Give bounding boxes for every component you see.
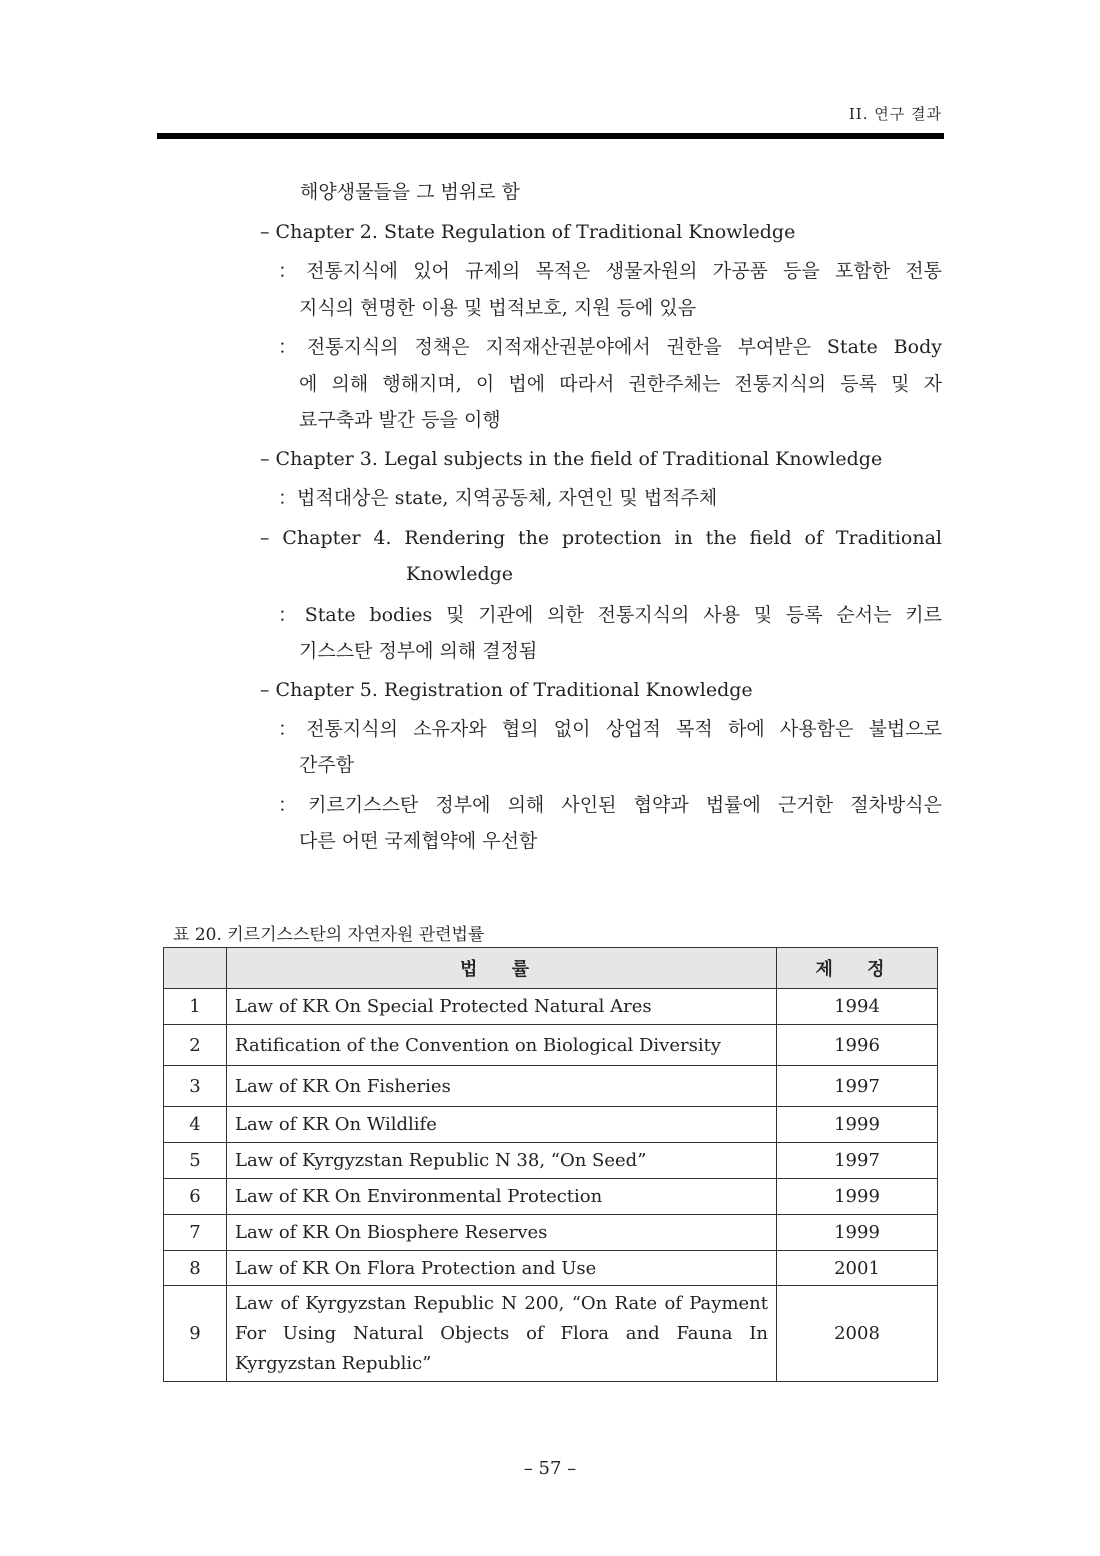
header-year: 제 정 [777, 948, 938, 989]
body-line: ：State bodies 및 기관에 의한 전통지식의 사용 및 등록 순서는 키르 [278, 604, 942, 626]
row-number: 7 [164, 1215, 227, 1251]
body-line: 다른 어떤 국제협약에 우선함 [299, 830, 538, 852]
law-name: Law of KR On Special Protected Natural Ares [227, 989, 777, 1025]
laws-table [163, 947, 938, 1382]
body-line: ：전통지식의 소유자와 협의 없이 상업적 목적 하에 사용함은 불법으로 [278, 718, 942, 740]
law-name: Law of KR On Wildlife [227, 1107, 777, 1143]
table-row [164, 1179, 938, 1215]
header-num [164, 948, 227, 989]
row-number: 6 [164, 1179, 227, 1215]
table-row [164, 1286, 938, 1382]
body-line: ：법적대상은 state, 지역공동체, 자연인 및 법적주체 [278, 487, 718, 509]
table-row [164, 1251, 938, 1286]
body-line: ：전통지식에 있어 규제의 목적은 생물자원의 가공품 등을 포함한 전통 [278, 260, 942, 282]
enactment-year: 1999 [777, 1179, 938, 1215]
header-law: 법 률 [227, 948, 777, 989]
table-row [164, 1143, 938, 1179]
body-line: 지식의 현명한 이용 및 법적보호, 지원 등에 있음 [299, 297, 697, 319]
chapter-heading: – Chapter 4. Rendering the protection in the field of Traditional [260, 527, 942, 549]
row-number: 1 [164, 989, 227, 1025]
table-row [164, 1107, 938, 1143]
table-caption: 표 20. 키르기스스탄의 자연자원 관련법률 [173, 925, 485, 945]
law-name: Law of KR On Environmental Protection [227, 1179, 777, 1215]
table-row [164, 1025, 938, 1066]
body-line: 기스스탄 정부에 의해 결정됨 [299, 640, 538, 662]
law-name: Law of KR On Flora Protection and Use [227, 1251, 777, 1286]
row-number: 4 [164, 1107, 227, 1143]
row-number: 9 [164, 1286, 227, 1382]
enactment-year: 1999 [777, 1215, 938, 1251]
chapter-heading: – Chapter 5. Registration of Traditional Knowledge [260, 679, 753, 701]
row-number: 2 [164, 1025, 227, 1066]
enactment-year: 2001 [777, 1251, 938, 1286]
enactment-year: 1997 [777, 1143, 938, 1179]
row-number: 8 [164, 1251, 227, 1286]
enactment-year: 1994 [777, 989, 938, 1025]
header-rule [157, 133, 944, 139]
table-row [164, 1066, 938, 1107]
law-name: Law of KR On Fisheries [227, 1066, 777, 1107]
law-name: Law of KR On Biosphere Reserves [227, 1215, 777, 1251]
table-row [164, 1215, 938, 1251]
table-header-row [164, 948, 938, 989]
body-line: ：키르기스스탄 정부에 의해 사인된 협약과 법률에 근거한 절차방식은 [278, 794, 942, 816]
section-title: II. 연구 결과 [848, 105, 942, 123]
body-line: 에 의해 행해지며, 이 법에 따라서 권한주체는 전통지식의 등록 및 자 [299, 373, 942, 395]
law-name: Law of Kyrgyzstan Republic N 38, “On Seed” [227, 1143, 777, 1179]
enactment-year: 1997 [777, 1066, 938, 1107]
chapter-heading-continued: Knowledge [406, 563, 514, 585]
enactment-year: 1999 [777, 1107, 938, 1143]
chapter-heading: – Chapter 2. State Regulation of Traditional Knowledge [260, 221, 796, 243]
body-line: 료구축과 발간 등을 이행 [299, 409, 501, 431]
row-number: 5 [164, 1143, 227, 1179]
page-number: – 57 – [523, 1458, 577, 1479]
body-line: 해양생물들을 그 범위로 함 [300, 181, 521, 203]
chapter-heading: – Chapter 3. Legal subjects in the field of Traditional Knowledge [260, 448, 883, 470]
body-line: ：전통지식의 정책은 지적재산권분야에서 권한을 부여받은 State Body [278, 336, 942, 358]
body-line: 간주함 [299, 754, 355, 776]
law-name: Ratification of the Convention on Biological Diversity [227, 1025, 777, 1066]
table-row [164, 989, 938, 1025]
enactment-year: 1996 [777, 1025, 938, 1066]
law-name: Law of Kyrgyzstan Republic N 200, “On Rate of Payment For Using Natural Objects of Flora and Fauna In Kyrgyzstan Republic” [227, 1286, 777, 1382]
row-number: 3 [164, 1066, 227, 1107]
enactment-year: 2008 [777, 1286, 938, 1382]
